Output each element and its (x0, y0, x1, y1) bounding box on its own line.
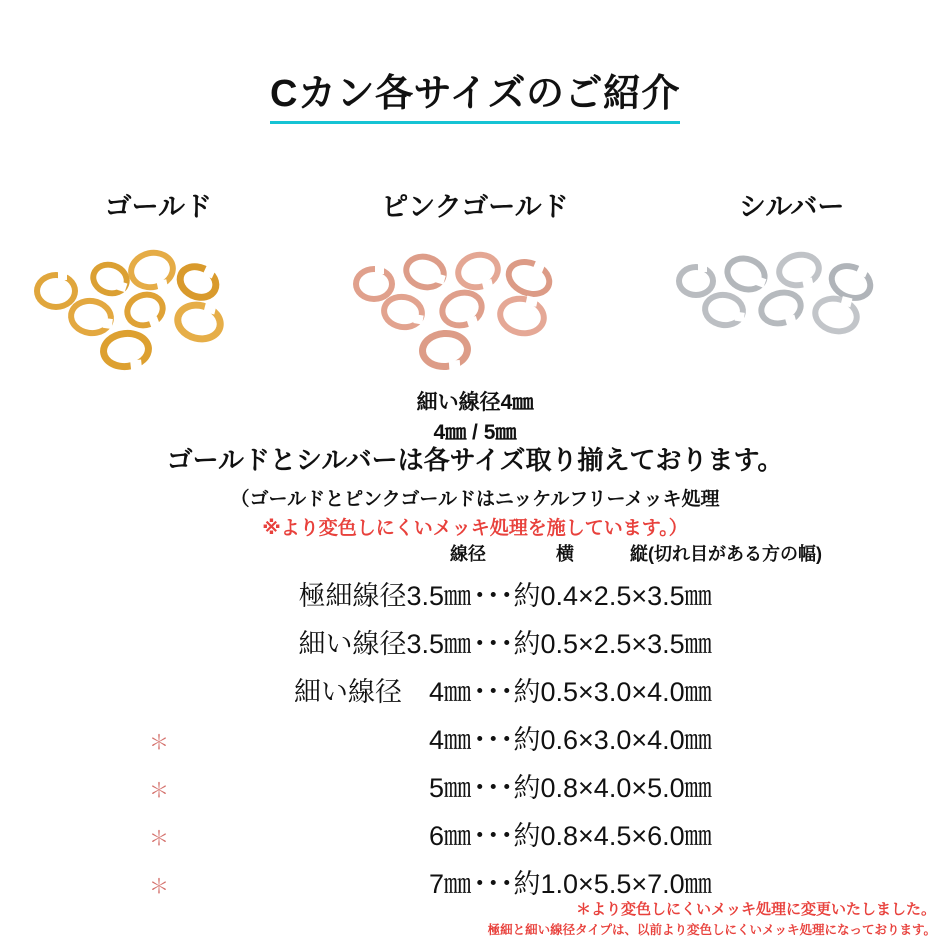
spec-name: 細い線径3.5㎜ (298, 629, 471, 659)
spec-star: ＊ (149, 732, 169, 754)
jump-ring (119, 286, 171, 334)
jump-ring (493, 291, 550, 341)
jump-ring (170, 297, 228, 348)
jump-ring (86, 257, 135, 302)
table-row (0, 574, 950, 622)
jump-ring (434, 284, 489, 334)
table-row (0, 670, 950, 718)
color-column-pinkgold (325, 185, 625, 449)
notes-block (0, 440, 950, 543)
jump-ring (418, 328, 473, 372)
table-row (0, 718, 950, 766)
jump-ring (125, 245, 180, 294)
spec-header-height: 縦(切れ目がある方の幅) (630, 544, 822, 564)
spec-values: ･･･約0.5×2.5×3.5㎜ (473, 629, 712, 659)
table-row (0, 766, 950, 814)
jump-ring (451, 247, 505, 295)
color-label-silver: シルバー (738, 192, 845, 222)
jump-ring (98, 327, 154, 372)
table-row (0, 814, 950, 862)
spec-values: ･･･約0.5×3.0×4.0㎜ (473, 677, 712, 707)
pinkgold-caption-line2: 4㎜ / 5㎜ (433, 421, 517, 445)
footnote (488, 899, 936, 940)
color-variants (0, 185, 950, 449)
spec-header-wire: 線径 (450, 544, 486, 564)
spec-name: 極細線径3.5㎜ (298, 581, 471, 611)
spec-name: 5㎜ (428, 773, 471, 803)
note-red: ※より変色しにくいメッキ処理を施しています。） (262, 517, 688, 539)
page-title-text: Cカン各サイズのご紹介 (270, 62, 680, 124)
color-column-silver (642, 185, 942, 376)
footnote-line2: 極細と細い線径タイプは、以前より変色しにくいメッキ処理になっております。 (487, 923, 936, 938)
spec-name: 7㎜ (428, 869, 471, 899)
spec-values: ･･･約0.6×3.0×4.0㎜ (473, 725, 712, 755)
jump-ring (719, 250, 773, 299)
color-label-gold: ゴールド (104, 192, 213, 222)
page-title (0, 62, 950, 124)
ring-photo-pinkgold (345, 246, 605, 376)
spec-values: ･･･約0.8×4.0×5.0㎜ (473, 773, 712, 803)
size-spec-table (0, 540, 950, 910)
jump-ring (676, 264, 716, 298)
jump-ring (399, 249, 451, 296)
spec-name: 4㎜ (428, 725, 471, 755)
spec-name: 6㎜ (428, 821, 471, 851)
spec-name: 細い線径 4㎜ (293, 677, 471, 707)
spec-star: ＊ (149, 828, 169, 850)
color-column-gold (8, 185, 308, 376)
jump-ring (772, 248, 824, 293)
color-label-pinkgold: ピンクゴールド (381, 192, 569, 222)
jump-ring (171, 256, 226, 307)
spec-body (0, 574, 950, 910)
ring-photo-silver (662, 246, 922, 376)
footnote-line1: ＊より変色しにくいメッキ処理に変更いたしました。 (575, 900, 936, 918)
pinkgold-caption-line1: 細い線径4㎜ (416, 391, 534, 414)
note-main: ゴールドとシルバーは各サイズ取り揃えております。 (166, 445, 784, 475)
spec-header-width: 横 (556, 544, 574, 564)
spec-values: ･･･約0.8×4.5×6.0㎜ (473, 821, 712, 851)
spec-star: ＊ (149, 780, 169, 802)
note-sub: （ゴールドとピンクゴールドはニッケルフリーメッキ処理 (230, 489, 720, 510)
ring-photo-gold (28, 246, 288, 376)
table-row (0, 622, 950, 670)
spec-values: ･･･約1.0×5.5×7.0㎜ (473, 869, 712, 899)
spec-values: ･･･約0.4×2.5×3.5㎜ (473, 581, 712, 611)
spec-header-row (0, 540, 950, 570)
jump-ring (754, 284, 808, 331)
spec-star: ＊ (149, 876, 169, 898)
